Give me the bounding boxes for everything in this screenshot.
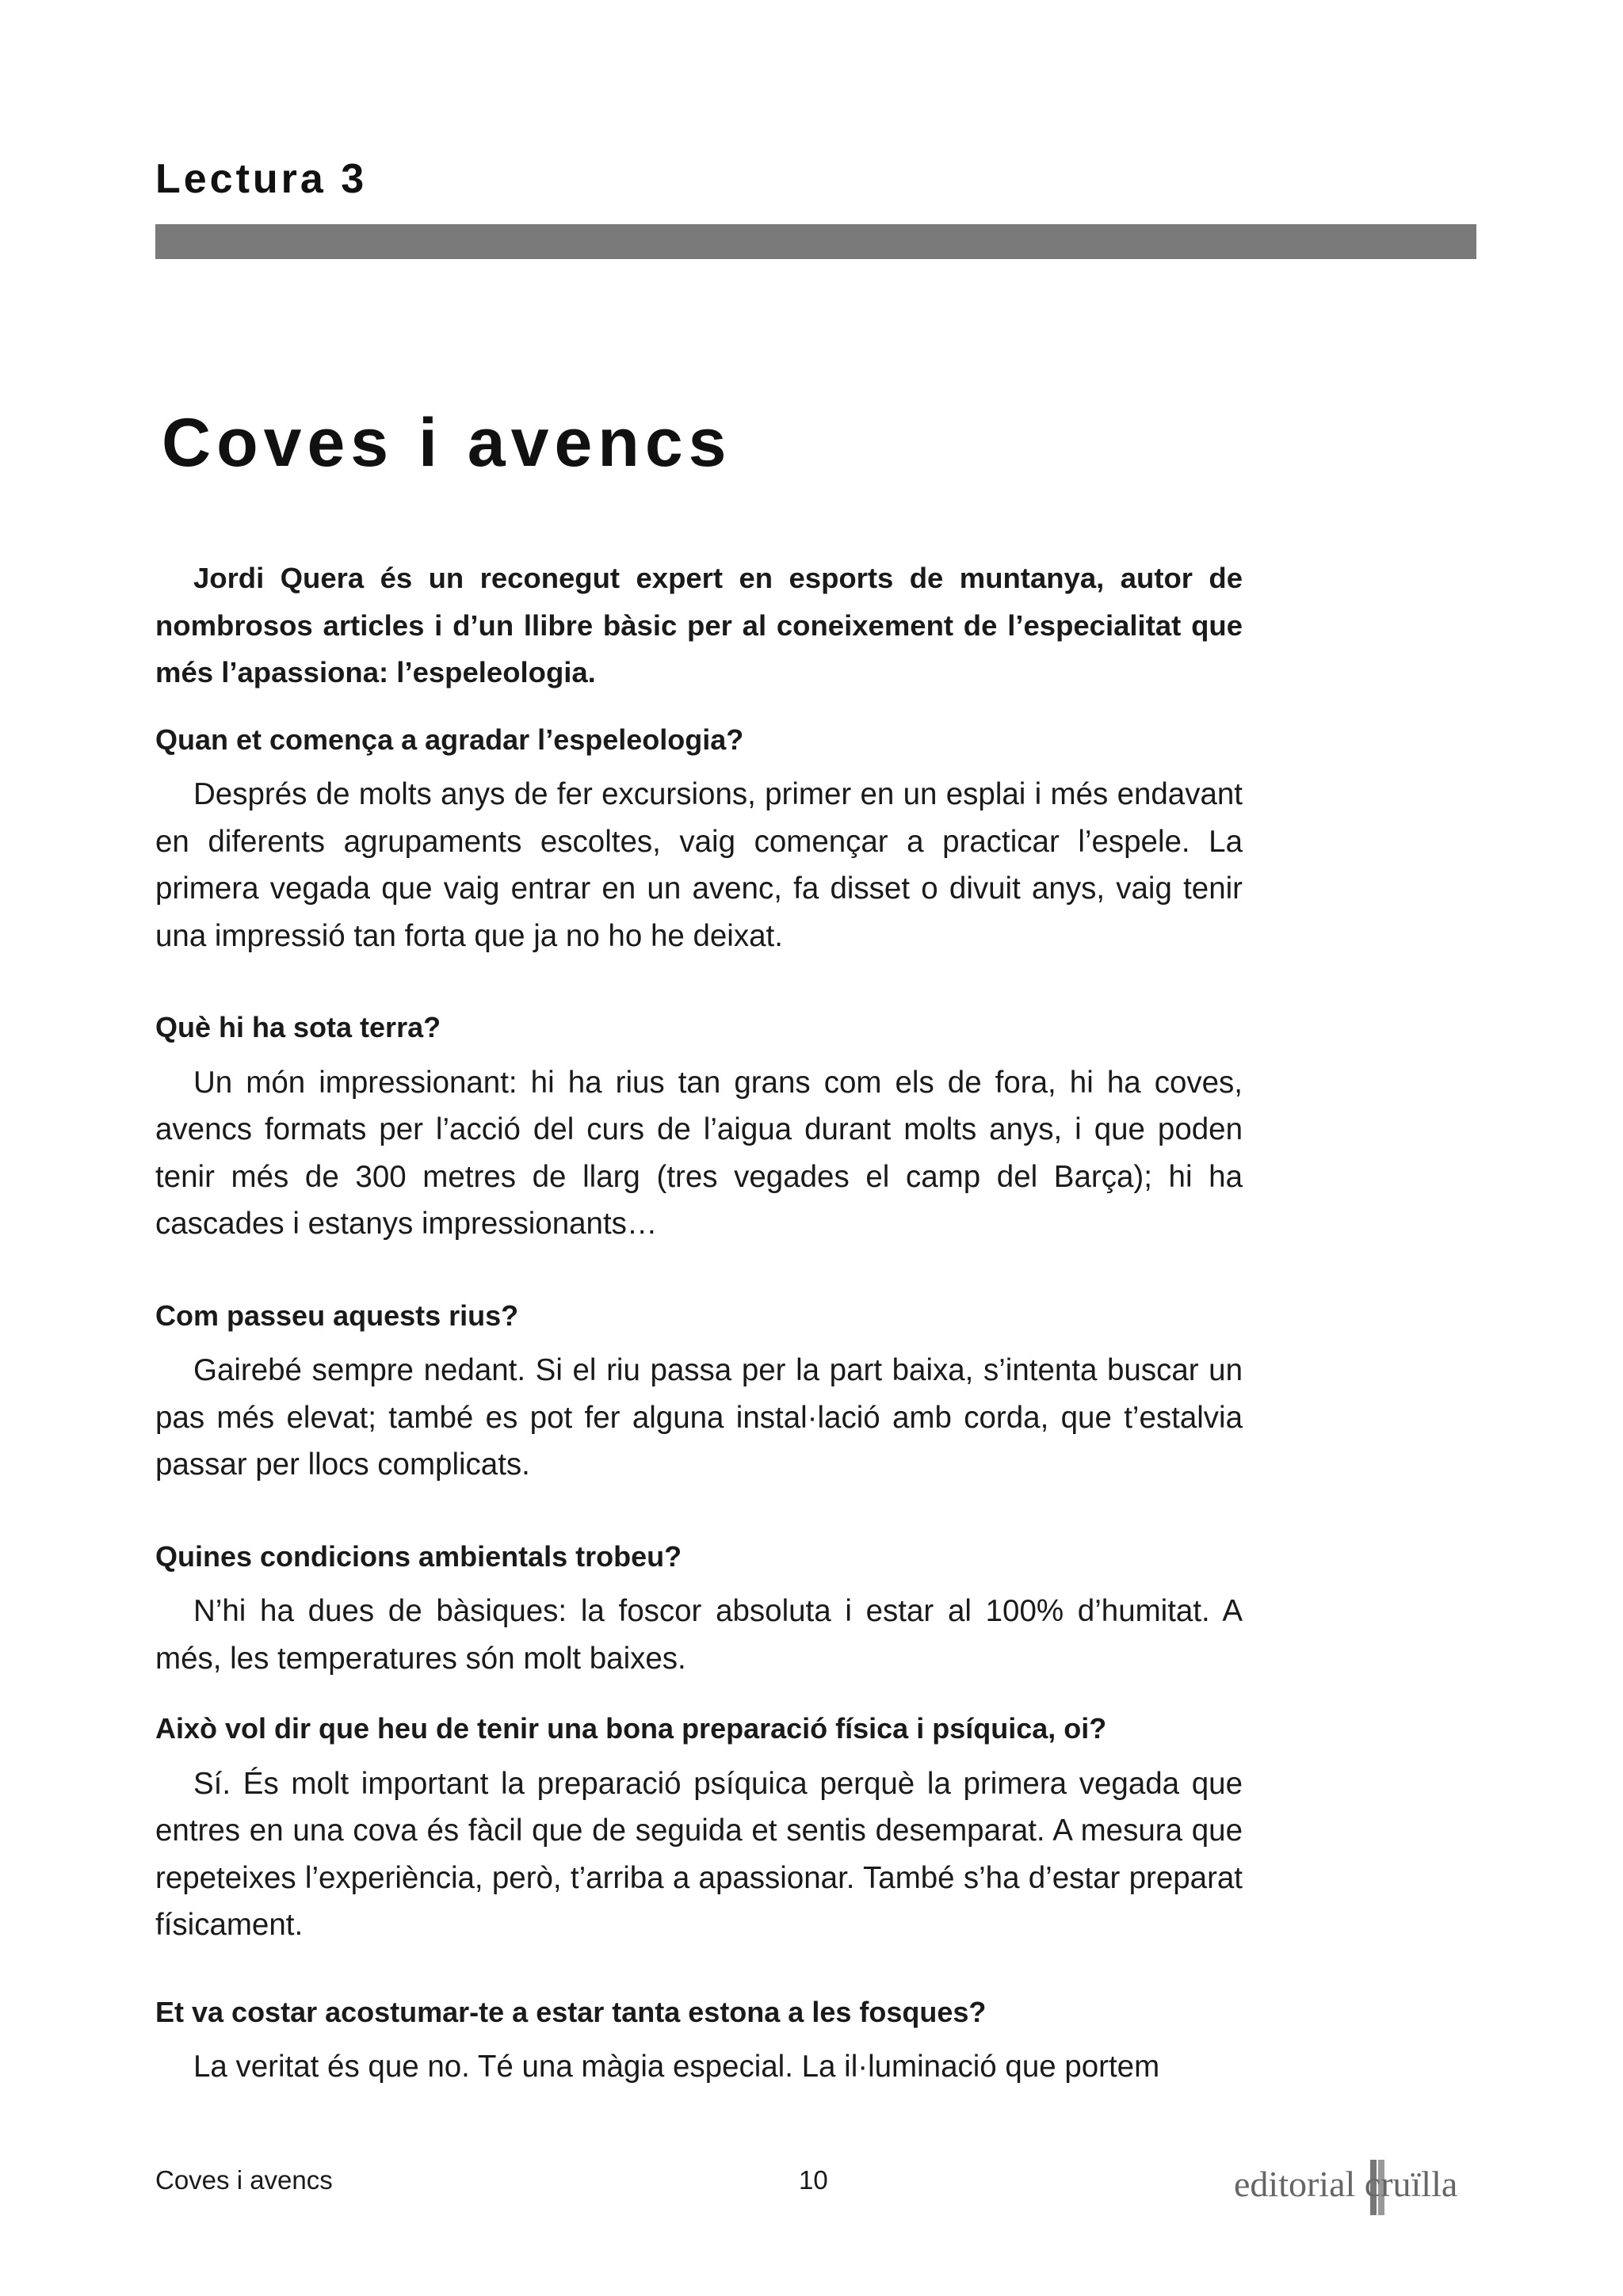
publisher-logo-text: editorial cruïlla bbox=[1234, 2164, 1458, 2204]
page-number: 10 bbox=[799, 2165, 828, 2195]
interview-answer: La veritat és que no. Té una màgia especial. La il·luminació que portem bbox=[193, 2050, 1160, 2084]
interview-question: Això vol dir que heu de tenir una bona preparació física i psíquica, oi? bbox=[155, 1712, 1107, 1745]
article-intro: Jordi Quera és un reconegut expert en esports de muntanya, autor de nombrosos articles i d’un llibre bàsic per al coneixement de l’especialitat que més l’apassiona: l’espeleologia. bbox=[155, 562, 1243, 688]
interview-question: Què hi ha sota terra? bbox=[155, 1011, 441, 1043]
interview-question: Quines condicions ambientals trobeu? bbox=[155, 1539, 682, 1573]
interview-answer: Sí. És molt important la preparació psíquica perquè la primera vegada que entres en una cova és fàcil que de seguida et sentis desemparat. A mesura que repeteixes l’experiència, però, t’arriba a apassionar. També s’ha d’estar preparat físicament. bbox=[155, 1766, 1243, 1942]
section-label: Lectura 3 bbox=[155, 156, 368, 202]
interview-question: Et va costar acostumar-te a estar tanta estona a les fosques? bbox=[155, 1995, 987, 2028]
article-body bbox=[155, 555, 1243, 2091]
interview-answer: Després de molts anys de fer excursions, primer en un esplai i més endavant en diferents agrupaments escoltes, vaig començar a practicar l’espele. La primera vegada que vaig entrar en un avenc, fa disset o divuit anys, vaig tenir una impressió tan forta que ja no ho he deixat. bbox=[155, 777, 1243, 953]
article-title: Coves i avencs bbox=[162, 405, 732, 481]
publisher-logo bbox=[1234, 2155, 1480, 2218]
interview-answer: Un món impressionant: hi ha rius tan grans com els de fora, hi ha coves, avencs formats per l’acció del curs de l’aigua durant molts anys, i que poden tenir més de 300 metres de llarg (tres vegades el camp del Barça); hi ha cascades i estanys impressionants… bbox=[155, 1065, 1243, 1241]
section-divider-bar bbox=[155, 224, 1476, 259]
interview-question: Quan et comença a agradar l’espeleologia? bbox=[155, 723, 744, 756]
interview-question: Com passeu aquests rius? bbox=[155, 1299, 519, 1332]
interview-answer: N’hi ha dues de bàsiques: la foscor absoluta i estar al 100% d’humitat. A més, les temperatures són molt baixes. bbox=[155, 1594, 1243, 1676]
footer-title: Coves i avencs bbox=[155, 2165, 333, 2195]
interview-answer: Gairebé sempre nedant. Si el riu passa per la part baixa, s’intenta buscar un pas més elevat; també es pot fer alguna instal·lació amb corda, que t’estalvia passar per llocs complicats. bbox=[155, 1353, 1243, 1482]
